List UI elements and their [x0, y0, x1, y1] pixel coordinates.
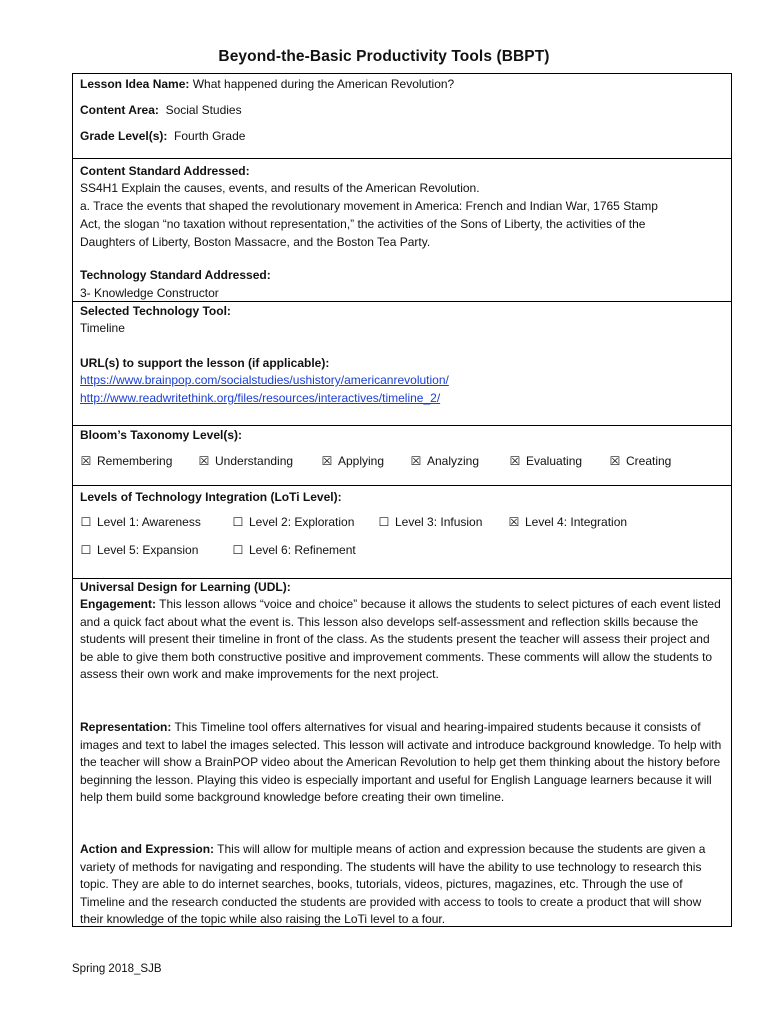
representation-label: Representation: [80, 720, 172, 734]
loti-option-level-2[interactable]: ☐ Level 2: Exploration [232, 515, 355, 529]
content-standard-line: Daughters of Liberty, Boston Massacre, and the Boston Tea Party. [80, 235, 431, 249]
content-standard-label: Content Standard Addressed: [80, 164, 250, 178]
technology-tool-label: Selected Technology Tool: [80, 304, 231, 318]
loti-label: Levels of Technology Integration (LoTi Level): [80, 490, 342, 504]
content-area-row [80, 102, 725, 120]
blooms-option-applying[interactable]: ☒ Applying [321, 454, 385, 468]
brainpop-link[interactable]: https://www.brainpop.com/socialstudies/ushistory/americanrevolution/ [80, 373, 449, 387]
grade-level-label: Grade Level(s): [80, 129, 168, 143]
standards-section [73, 159, 731, 302]
page-title: Beyond-the-Basic Productivity Tools (BBPT) [218, 48, 550, 65]
lesson-name-value: What happened during the American Revolution? [192, 77, 455, 91]
grade-level-row [80, 128, 725, 146]
udl-action-paragraph [80, 841, 723, 929]
page-footer: Spring 2018_SJB [72, 963, 162, 975]
checkbox-checked-icon: ☒ [198, 454, 210, 468]
technology-tool-section [73, 302, 731, 426]
loti-option-level-3[interactable]: ☐ Level 3: Infusion [378, 515, 483, 529]
url-row [80, 372, 725, 390]
blooms-option-understanding[interactable]: ☒ Understanding [198, 454, 294, 468]
representation-text: This Timeline tool offers alternatives for visual and hearing-impaired students because it consists of images and text to label the images selected. This lesson will activate and introduce background knowledge. To help with the teacher will show a BrainPOP video about the American Revolution to help get them thinking about the history before beginning the lesson. Playing this video is especially important and useful for English Language learners because it will help them build some background knowledge before creating their own timeline. [80, 720, 722, 805]
checkbox-empty-icon: ☐ [80, 515, 92, 529]
action-expression-text: This will allow for multiple means of action and expression because the students are given a variety of methods for navigating and responding. The students will have the ability to use technology to research this topic. They are able to do internet searches, books, tutorials, videos, pictures, magazines, etc. Through the use of Timeline and the research conducted the students are provided with access to tools to create a product that will show their knowledge of the topic while also raising the LoTi level to a four. [80, 842, 706, 927]
blooms-option-analyzing[interactable]: ☒ Analyzing [410, 454, 480, 468]
checkbox-checked-icon: ☒ [321, 454, 333, 468]
loti-option-level-5[interactable]: ☐ Level 5: Expansion [80, 543, 199, 557]
action-expression-label: Action and Expression: [80, 842, 215, 856]
blooms-option-creating[interactable]: ☒ Creating [609, 454, 672, 468]
technology-standard-value: 3- Knowledge Constructor [80, 286, 219, 300]
engagement-label: Engagement: [80, 597, 157, 611]
udl-label: Universal Design for Learning (UDL): [80, 580, 291, 594]
engagement-text: This lesson allows “voice and choice” because it allows the students to select pictures of each event listed and a quick fact about what the event is. This lesson also develops self-assessment and reflection skills because the students will present their timeline in front of the class. As the students present the teacher will assess their project and be able to give them both constructive positive and improvement comments. These comments will allow the students to assess their own work and make improvements for the next project. [80, 597, 721, 682]
lesson-name-label: Lesson Idea Name: [80, 77, 190, 91]
lesson-plan-table [72, 73, 732, 927]
blooms-option-evaluating[interactable]: ☒ Evaluating [509, 454, 583, 468]
lesson-info-section [73, 74, 731, 159]
checkbox-checked-icon: ☒ [609, 454, 621, 468]
blooms-options [80, 453, 724, 471]
lesson-name-row [80, 76, 725, 94]
blooms-option-remembering[interactable]: ☒ Remembering [80, 454, 173, 468]
checkbox-checked-icon: ☒ [80, 454, 92, 468]
url-row [80, 390, 725, 408]
content-area-value: Social Studies [165, 103, 242, 117]
content-area-label: Content Area: [80, 103, 159, 117]
technology-tool-value: Timeline [80, 321, 125, 335]
checkbox-empty-icon: ☐ [232, 515, 244, 529]
loti-option-level-1[interactable]: ☐ Level 1: Awareness [80, 515, 201, 529]
checkbox-checked-icon: ☒ [508, 515, 520, 529]
grade-level-value: Fourth Grade [174, 129, 246, 143]
technology-standard-label: Technology Standard Addressed: [80, 268, 271, 282]
readwritethink-link[interactable]: http://www.readwritethink.org/files/resources/interactives/timeline_2/ [80, 391, 441, 405]
udl-representation-paragraph [80, 719, 723, 807]
content-standard-line: Act, the slogan “no taxation without representation,” the activities of the Sons of Liberty, the activities of the [80, 217, 646, 231]
checkbox-checked-icon: ☒ [410, 454, 422, 468]
blooms-label: Bloom’s Taxonomy Level(s): [80, 428, 243, 442]
checkbox-empty-icon: ☐ [232, 543, 244, 557]
udl-engagement-paragraph [80, 596, 723, 684]
loti-option-level-4[interactable]: ☒ Level 4: Integration [508, 515, 628, 529]
loti-options-row [80, 514, 724, 532]
content-standard-line: a. Trace the events that shaped the revolutionary movement in America: French and Indian War, 1765 Stamp [80, 199, 658, 213]
loti-section [73, 486, 731, 579]
udl-section [73, 579, 731, 928]
checkbox-checked-icon: ☒ [509, 454, 521, 468]
loti-option-level-6[interactable]: ☐ Level 6: Refinement [232, 543, 356, 557]
checkbox-empty-icon: ☐ [80, 543, 92, 557]
loti-options-row [80, 542, 724, 560]
url-label: URL(s) to support the lesson (if applicable): [80, 356, 330, 370]
blooms-section [73, 426, 731, 486]
checkbox-empty-icon: ☐ [378, 515, 390, 529]
content-standard-line: SS4H1 Explain the causes, events, and results of the American Revolution. [80, 181, 480, 195]
